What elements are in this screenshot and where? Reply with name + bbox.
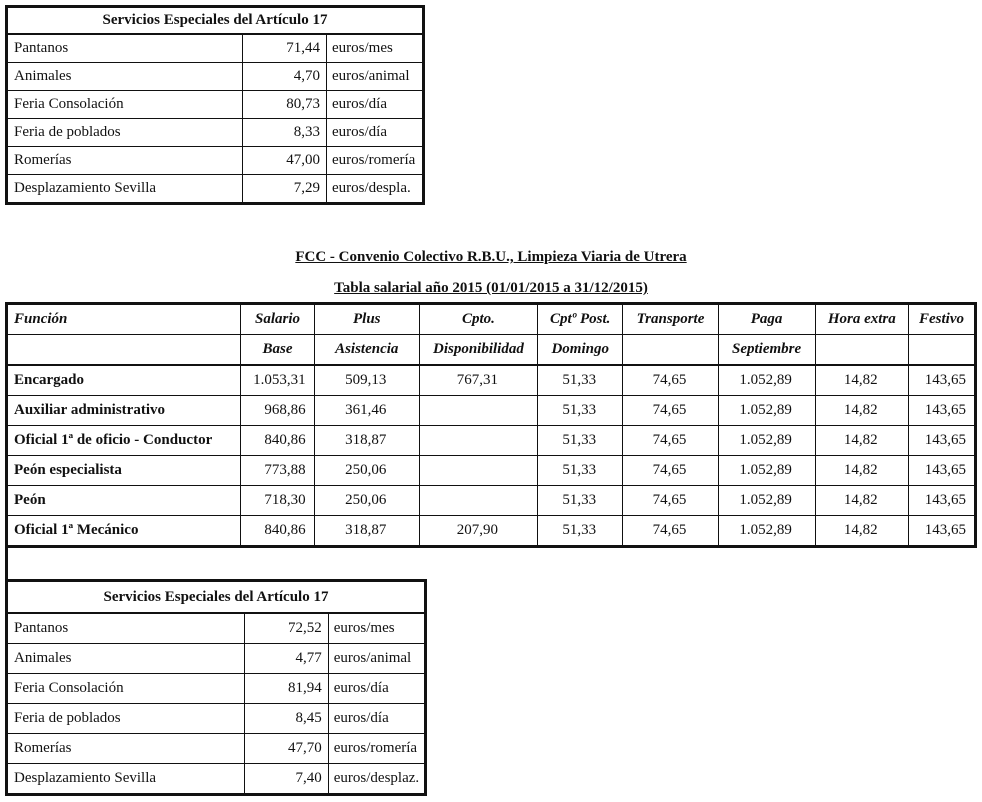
funcion-cell: Peón especialista: [7, 456, 241, 486]
plus-cell: 318,87: [314, 426, 419, 456]
festivo-cell: 143,65: [908, 456, 975, 486]
transporte-cell: 74,65: [623, 426, 718, 456]
salary-table: [5, 302, 977, 548]
column-header: Paga: [718, 304, 815, 335]
disponibilidad-cell: 207,90: [419, 516, 537, 547]
column-header: Función: [7, 304, 241, 335]
header-row: [7, 304, 976, 335]
value-cell: 7,40: [244, 764, 328, 795]
domingo-cell: 51,33: [538, 516, 623, 547]
domingo-cell: 51,33: [538, 456, 623, 486]
hora-extra-cell: 14,82: [815, 426, 908, 456]
servicios-especiales-table-1: [5, 5, 425, 205]
table-row: [7, 486, 976, 516]
column-header: Plus: [314, 304, 419, 335]
value-cell: 81,94: [244, 674, 328, 704]
document-heading: FCC - Convenio Colectivo R.B.U., Limpieza Viaria de Utrera: [295, 249, 687, 265]
unit-cell: euros/romería: [328, 734, 425, 764]
plus-cell: 318,87: [314, 516, 419, 547]
plus-cell: 250,06: [314, 456, 419, 486]
festivo-cell: 143,65: [908, 396, 975, 426]
table-row: [7, 147, 424, 175]
table-row: [7, 516, 976, 547]
header-row: [7, 335, 976, 366]
value-cell: 80,73: [243, 91, 327, 119]
table-row: [7, 396, 976, 426]
disponibilidad-cell: [419, 456, 537, 486]
domingo-cell: 51,33: [538, 396, 623, 426]
paga-cell: 1.052,89: [718, 396, 815, 426]
column-header: Hora extra: [815, 304, 908, 335]
plus-cell: 509,13: [314, 365, 419, 396]
domingo-cell: 51,33: [538, 426, 623, 456]
salario-cell: 1.053,31: [241, 365, 314, 396]
table-row: [7, 175, 424, 204]
festivo-cell: 143,65: [908, 516, 975, 547]
table-title: Servicios Especiales del Artículo 17: [7, 581, 426, 614]
column-header: Transporte: [623, 304, 718, 335]
festivo-cell: 143,65: [908, 365, 975, 396]
column-subheader: Septiembre: [718, 335, 815, 366]
column-header: Festivo: [908, 304, 975, 335]
column-subheader: Disponibilidad: [419, 335, 537, 366]
unit-cell: euros/día: [327, 119, 424, 147]
table-connector-line: [5, 548, 8, 581]
table-row: [7, 644, 426, 674]
table-row: [7, 63, 424, 91]
funcion-cell: Peón: [7, 486, 241, 516]
column-header: Cpto.: [419, 304, 537, 335]
unit-cell: euros/desplaz.: [328, 764, 425, 795]
hora-extra-cell: 14,82: [815, 516, 908, 547]
table-row: [7, 674, 426, 704]
column-header: Salario: [241, 304, 314, 335]
table-row: [7, 91, 424, 119]
transporte-cell: 74,65: [623, 516, 718, 547]
paga-cell: 1.052,89: [718, 426, 815, 456]
paga-cell: 1.052,89: [718, 486, 815, 516]
concept-cell: Feria Consolación: [7, 674, 245, 704]
salario-cell: 773,88: [241, 456, 314, 486]
table-row: [7, 426, 976, 456]
document-subheading: Tabla salarial año 2015 (01/01/2015 a 31/12/2015): [334, 280, 648, 296]
transporte-cell: 74,65: [623, 486, 718, 516]
table-title: Servicios Especiales del Artículo 17: [7, 7, 424, 35]
column-subheader: [815, 335, 908, 366]
funcion-cell: Encargado: [7, 365, 241, 396]
concept-cell: Desplazamiento Sevilla: [7, 175, 243, 204]
unit-cell: euros/animal: [327, 63, 424, 91]
unit-cell: euros/mes: [327, 34, 424, 63]
concept-cell: Pantanos: [7, 34, 243, 63]
concept-cell: Animales: [7, 63, 243, 91]
servicios-especiales-table-2: [5, 579, 427, 796]
unit-cell: euros/mes: [328, 613, 425, 644]
unit-cell: euros/romería: [327, 147, 424, 175]
salario-cell: 840,86: [241, 426, 314, 456]
concept-cell: Romerías: [7, 147, 243, 175]
salario-cell: 718,30: [241, 486, 314, 516]
transporte-cell: 74,65: [623, 365, 718, 396]
paga-cell: 1.052,89: [718, 516, 815, 547]
salario-cell: 968,86: [241, 396, 314, 426]
table-row: [7, 34, 424, 63]
disponibilidad-cell: [419, 426, 537, 456]
plus-cell: 361,46: [314, 396, 419, 426]
value-cell: 4,77: [244, 644, 328, 674]
table-row: [7, 613, 426, 644]
festivo-cell: 143,65: [908, 486, 975, 516]
paga-cell: 1.052,89: [718, 365, 815, 396]
unit-cell: euros/día: [327, 91, 424, 119]
column-subheader: Domingo: [538, 335, 623, 366]
value-cell: 72,52: [244, 613, 328, 644]
disponibilidad-cell: [419, 396, 537, 426]
value-cell: 7,29: [243, 175, 327, 204]
unit-cell: euros/día: [328, 674, 425, 704]
disponibilidad-cell: 767,31: [419, 365, 537, 396]
table-title-row: [7, 7, 424, 35]
column-subheader: [7, 335, 241, 366]
column-header: Cptº Post.: [538, 304, 623, 335]
paga-cell: 1.052,89: [718, 456, 815, 486]
concept-cell: Pantanos: [7, 613, 245, 644]
table-row: [7, 119, 424, 147]
funcion-cell: Auxiliar administrativo: [7, 396, 241, 426]
concept-cell: Animales: [7, 644, 245, 674]
table-row: [7, 456, 976, 486]
domingo-cell: 51,33: [538, 365, 623, 396]
plus-cell: 250,06: [314, 486, 419, 516]
value-cell: 8,33: [243, 119, 327, 147]
table-row: [7, 704, 426, 734]
table-row: [7, 764, 426, 795]
value-cell: 47,70: [244, 734, 328, 764]
hora-extra-cell: 14,82: [815, 396, 908, 426]
hora-extra-cell: 14,82: [815, 456, 908, 486]
table-row: [7, 734, 426, 764]
value-cell: 71,44: [243, 34, 327, 63]
transporte-cell: 74,65: [623, 396, 718, 426]
table-row: [7, 365, 976, 396]
hora-extra-cell: 14,82: [815, 486, 908, 516]
unit-cell: euros/despla.: [327, 175, 424, 204]
value-cell: 47,00: [243, 147, 327, 175]
funcion-cell: Oficial 1ª Mecánico: [7, 516, 241, 547]
value-cell: 4,70: [243, 63, 327, 91]
concept-cell: Feria Consolación: [7, 91, 243, 119]
unit-cell: euros/día: [328, 704, 425, 734]
concept-cell: Desplazamiento Sevilla: [7, 764, 245, 795]
hora-extra-cell: 14,82: [815, 365, 908, 396]
festivo-cell: 143,65: [908, 426, 975, 456]
column-subheader: [908, 335, 975, 366]
concept-cell: Feria de poblados: [7, 119, 243, 147]
column-subheader: Asistencia: [314, 335, 419, 366]
column-subheader: [623, 335, 718, 366]
disponibilidad-cell: [419, 486, 537, 516]
concept-cell: Feria de poblados: [7, 704, 245, 734]
domingo-cell: 51,33: [538, 486, 623, 516]
transporte-cell: 74,65: [623, 456, 718, 486]
column-subheader: Base: [241, 335, 314, 366]
concept-cell: Romerías: [7, 734, 245, 764]
unit-cell: euros/animal: [328, 644, 425, 674]
value-cell: 8,45: [244, 704, 328, 734]
table-title-row: [7, 581, 426, 614]
salario-cell: 840,86: [241, 516, 314, 547]
funcion-cell: Oficial 1ª de oficio - Conductor: [7, 426, 241, 456]
